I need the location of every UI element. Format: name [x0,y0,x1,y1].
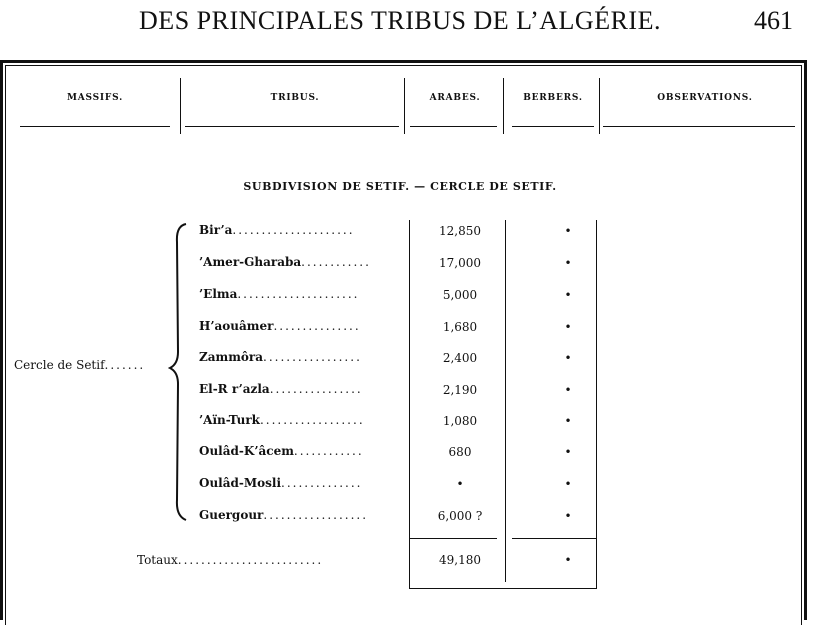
berbers-value: • [564,351,572,365]
leader-dots: ..................... [237,287,360,301]
table-inner-frame [5,65,802,625]
header-rule [20,126,170,127]
tribe-name: ’Elma..................... [199,287,360,301]
header-rule [512,126,594,127]
tribe-name: Oulâd-K’âcem............ [199,444,364,458]
leader-dots: ..................... [232,223,355,237]
tribe-name: Guergour.................. [199,508,369,522]
leader-dots: .............. [281,476,363,490]
arabes-value: 2,190 [442,383,478,397]
leader-dots: ............ [293,444,364,458]
arabes-value: 12,850 [439,224,481,238]
berbers-value: • [564,288,572,302]
leader-dots: ................ [269,382,363,396]
page-number: 461 [754,6,793,35]
header-rule [185,126,399,127]
arabes-value: 1,680 [442,320,478,334]
arabes-value: 17,000 [439,256,481,270]
leader-dots: ............... [273,319,361,333]
total-arabes: 49,180 [439,553,481,567]
leader-dots: ......................... [177,553,324,567]
column-separator [404,78,405,134]
tribe-name: ’Amer-Gharaba............ [199,255,371,269]
total-berbers: • [564,553,572,567]
arabes-column-left-rule [409,220,410,588]
berbers-value: • [564,320,572,334]
tribe-name: Zammôra................. [199,350,362,364]
column-separator [180,78,181,134]
totals-rule [512,538,597,539]
berbers-value: • [564,445,572,459]
berbers-value: • [564,224,572,238]
tribe-name: H’aouâmer............... [199,319,361,333]
totals-bottom-rule [409,588,597,589]
tribe-name: Bir’a..................... [199,223,355,237]
arabes-value: 2,400 [442,351,478,365]
berbers-value: • [564,414,572,428]
tribe-name: El-R r’azla................ [199,382,363,396]
column-header-berbers: BERBERS. [523,93,583,103]
brace-graphic [168,222,190,522]
berbers-value: • [564,477,572,491]
leader-dots: ................. [263,350,362,364]
header-rule [410,126,497,127]
tribe-name: ’Aïn-Turk.................. [199,413,365,427]
column-header-observations: OBSERVATIONS. [657,93,753,103]
leader-dots: ....... [104,358,146,372]
arabes-value: • [456,477,464,491]
column-separator [599,78,600,134]
column-header-tribus: TRIBUS. [270,93,320,103]
arabes-value: 5,000 [442,288,478,302]
header-rule [603,126,795,127]
running-title: DES PRINCIPALES TRIBUS DE L’ALGÉRIE. [139,6,661,35]
column-separator [503,78,504,134]
berbers-value: • [564,383,572,397]
arabes-value: 6,000 ? [437,509,483,523]
leader-dots: ............ [301,255,371,269]
leader-dots: .................. [259,413,365,427]
totals-label: Totaux......................... [137,553,324,567]
column-header-massifs: MASSIFS. [66,93,124,103]
arabes-column-right-rule [505,220,506,582]
berbers-value: • [564,256,572,270]
tribe-name: Oulâd-Mosli.............. [199,476,363,490]
leader-dots: .................. [263,508,369,522]
arabes-value: 1,080 [442,414,478,428]
arabes-value: 680 [448,445,472,459]
berbers-value: • [564,509,572,523]
totals-rule [409,538,497,539]
massif-name: Cercle de Setif [14,358,105,372]
massif-label [14,358,145,372]
berbers-column-right-rule [596,220,597,588]
subdivision-title: SUBDIVISION DE SETIF. — CERCLE DE SETIF. [243,180,557,193]
column-header-arabes: ARABES. [429,93,481,103]
